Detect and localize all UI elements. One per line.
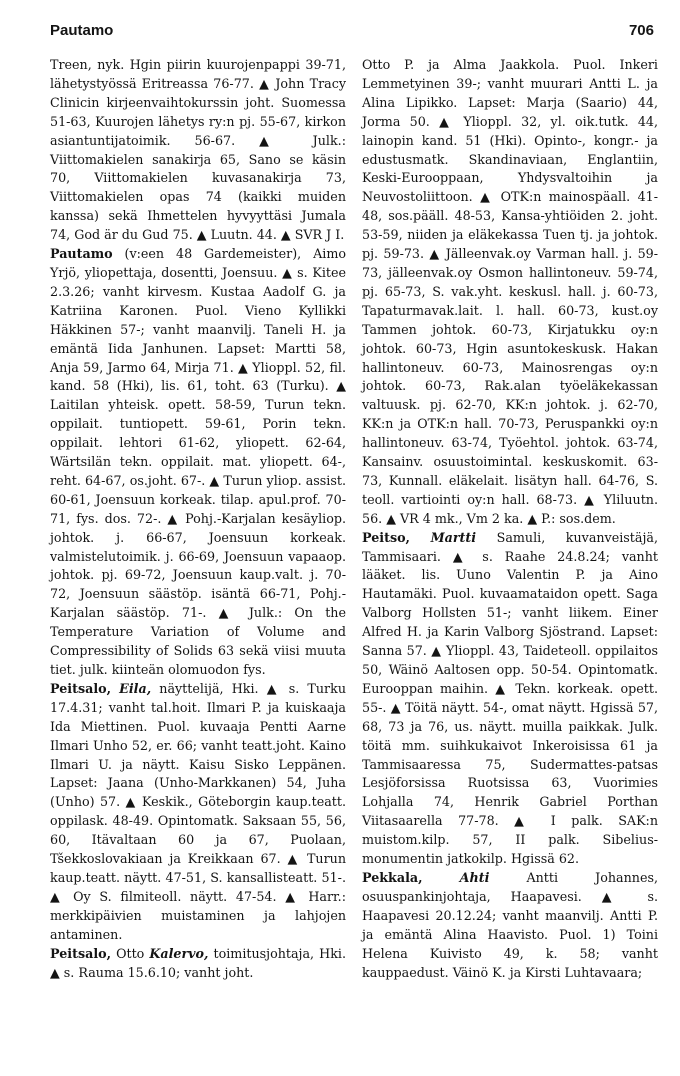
right-column: [362, 56, 658, 982]
page-number: 706: [628, 22, 654, 39]
entry-text: toimitusjohtaja, Hki. ▲ s. Rauma 15.6.10; vanht joht.: [50, 945, 346, 980]
entry-peitsalo-eila: [50, 680, 346, 945]
entry-text: näyttelijä, Hki. ▲ s. Turku 17.4.31; vanht tal.hoit. Ilmari P. ja kuiskaaja Ida Miettinen. Puol. kuvaaja Pentti Aarne Ilmari Unho 52, er. 66; vanht teatt.joht. Kaino Ilmari U. ja näytt. Kaisu Sisko Leppänen. Lapset: Jaana (Unho-Markkanen) 54, Juha (Unho) 57. ▲ Keskik., Göteborgin kaup.teatt. oppilask. 48-49. Opintomatk. Saksaan 55, 56, 60, Itävaltaan 60 ja 67, Puolaan, Tšekkoslovakiaan ja Kreikkaan 67. ▲ Turun kaup.teatt. näytt. 47-51, S. kansallisteatt. 51-. ▲ Oy S. filmiteoll. näytt. 47-54. ▲ Harr.: merkkipäivien muistaminen ja lahjojen antaminen.: [50, 680, 346, 942]
entry-pautamo-yrjo: [50, 245, 346, 680]
entry-continuation: [50, 56, 346, 245]
entry-pre-name: Otto: [111, 945, 150, 961]
entry-continuation: [362, 56, 658, 529]
entry-given-name: Ahti: [459, 869, 490, 885]
entry-given-name: Martti: [430, 529, 477, 545]
entry-text: Samuli, kuvanveistäjä, Tammisaari. ▲ s. Raahe 24.8.24; vanht lääket. lis. Uuno Valentin P. ja Aino Hautamäki. Puol. kuvaamataidon opett. Saga Valborg Hollsten 51-; vanht liikem. Einer Alfred H. ja Karin Valborg Sjöstrand. Lapset: Sanna 57. ▲ Ylioppl. 43, Taideteoll. oppilaitos 50, Wäinö Aaltosen opp. 50-54. Opintomatk. Eurooppan maihin. ▲ Tekn. korkeak. opett. 55-. ▲ Töitä näytt. 54-, omat näytt. Hgissä 57, 68, 73 ja 76, us. näytt. muilla paikkak. Julk. töitä mm. suihkukaivot Inkeroisissa 61 ja Tammisaaressa 75, Sudermattes-patsas Lesjöforsissa Ruotsissa 63, Vuorimies Lohjalla 74, Henrik Gabriel Porthan Viitasaarella 77-78. ▲ I palk. SAK:n muistom.kilp. 57, II palk. Sibelius-monumentin jatkokilp. Hgissä 62.: [362, 529, 658, 867]
entry-text: Treen, nyk. Hgin piirin kuurojenpappi 39-71, lähetystyössä Eritreassa 76-77. ▲ John Tracy Clinicin kirjeenvaihtokurssin joht. Suomessa 51-63, Kuurojen lähetys ry:n pj. 55-67, kirkon asiantuntijatoimik. 56-67. ▲ Julk.: Viittomakielen sanakirja 65, Sano se käsin 70, Viittomakielen kuvasanakirja 73, Viittomakielen opas 74 (kaikki muiden kanssa) sekä Ihmettelen hyvyyttäsi Jumala 74, God är du Gud 75. ▲ Luutn. 44. ▲ SVR J I.: [50, 57, 346, 243]
entry-pekkala-ahti: [362, 869, 658, 982]
entry-headword: Peitsalo,: [50, 945, 112, 961]
page-header: [50, 22, 654, 46]
entry-headword: Pautamo: [50, 246, 113, 262]
entry-text: (v:een 48 Gardemeister), Aimo Yrjö, yliopettaja, dosentti, Joensuu. ▲ s. Kitee 2.3.26; vanht kirvesm. Kustaa Aadolf G. ja Katriina Karonen. Puol. Vieno Kyllikki Häkkinen 57-; vanht maanvilj. Taneli H. ja emäntä Iida Janhunen. Lapset: Martti 58, Anja 59, Jarmo 64, Mirja 71. ▲ Ylioppl. 52, fil. kand. 58 (Hki), lis. 61, toht. 63 (Turku). ▲ Laitilan yhteisk. opett. 58-59, Turun tekn. oppilait. tuntiopett. 59-61, Porin tekn. oppilait. lehtori 61-62, yliopett. 62-64, Wärtsilän tekn. oppilait. mat. yliopett. 64-, reht. 64-67, os.joht. 67-. ▲ Turun yliop. assist. 60-61, Joensuun korkeak. tilap. apul.prof. 70-71, fys. dos. 72-. ▲ Pohj.-Karjalan kesäyliop. johtok. j. 66-67, Joensuun korkeak. valmistelutoimik. j. 66-69, Joensuun vapaaop. johtok. pj. 69-72, Joensuun kaup.valt. j. 70-72, Joensuun säästöp. isäntä 66-71, Pohj.-Karjalan säästöp. 71-. ▲ Julk.: On the Temperature Variation of Volume and Compressibility of Solids 63 sekä viisi muuta tiet. julk. kiinteän olomuodon fys.: [50, 246, 346, 677]
left-column: [50, 56, 346, 982]
running-head: Pautamo: [50, 22, 114, 39]
entry-headword: Peitsalo,: [50, 680, 112, 696]
entry-headword: Pekkala,: [362, 869, 423, 885]
entry-given-name: Kalervo,: [149, 945, 209, 961]
entry-peitso-martti: [362, 529, 658, 869]
entry-text: Antti Johannes, osuuspankinjohtaja, Haapavesi. ▲ s. Haapavesi 20.12.24; vanht maanvilj. Antti P. ja emäntä Alina Haavisto. Puol. 1) Toini Helena Kuivisto 49, k. 58; vanht kauppaedust. Väinö K. ja Kirsti Luhtavaara;: [362, 869, 658, 980]
entry-given-name: Eila,: [119, 680, 152, 696]
entry-text: Otto P. ja Alma Jaakkola. Puol. Inkeri Lemmetyinen 39-; vanht muurari Antti L. ja Alina Lipikko. Lapset: Marja (Saario) 44, Jorma 50. ▲ Ylioppl. 32, yl. oik.tutk. 44, lainopin kand. 51 (Hki). Opinto-, kongr.- ja edustusmatk. Skandinaviaan, Englantiin, Keski-Eurooppaan, Yhdysvaltoihin ja Neuvostoliittoon. ▲ OTK:n mainospäall. 41-48, sos.pääll. 48-53, Kansa-yhtiöiden 2. joht. 53-59, niiden ja eläkekassa Tuen tj. ja johtok. pj. 59-73. ▲ Jälleenvak.oy Varman hall. j. 59-73, jälleenvak.oy Osmon hallintoneuv. 59-74, pj. 65-73, S. vak.yht. keskusl. hall. j. 60-73, Tapaturmavak.lait. l. hall. 60-73, kust.oy Tammen johtok. 60-73, Kirjatukku oy:n johtok. 60-73, Hgin asuntokeskusk. Hakan hallintoneuv. 60-73, Mainosrengas oy:n johtok. 60-73, Rak.alan työeläkekassan valtuusk. pj. 62-70, KK:n johtok. j. 62-70, KK:n ja OTK:n hall. 70-73, Peruspankki oy:n hallintoneuv. 63-74, Työehtol. johtok. 63-74, Kansainv. osuustoimintal. keskuskomit. 63-73, Kunnall. eläkelait. lisätyn hall. 64-76, S. teoll. vartiointi oy:n hall. 68-73. ▲ Yliluutn. 56. ▲ VR 4 mk., Vm 2 ka. ▲ P.: sos.dem.: [362, 57, 658, 526]
entry-peitsalo-kalervo: [50, 945, 346, 983]
entry-headword: Peitso,: [362, 529, 410, 545]
